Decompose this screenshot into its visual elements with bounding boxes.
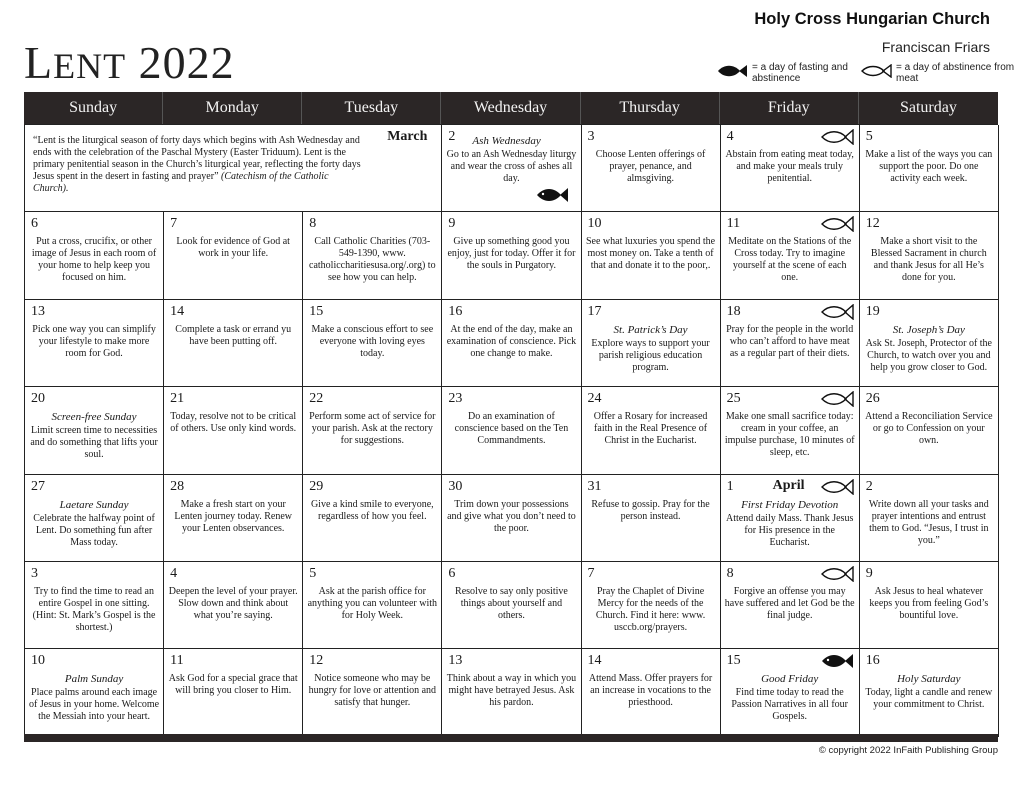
feast-title: Palm Sunday [64, 673, 124, 686]
day-cell [860, 562, 999, 649]
weekday-sunday: Sunday [24, 92, 163, 124]
intro-quote-cell [25, 125, 442, 212]
abstinence-fish-icon [820, 129, 854, 149]
day-number: 12 [309, 653, 324, 669]
day-number: 10 [587, 216, 602, 232]
day-suggestion: Make a short visit to the Blessed Sacrament in church and thank Jesus for all He’s done for you. [870, 236, 987, 284]
day-number: 4 [726, 129, 734, 144]
day-suggestion: Today, resolve not to be critical of others. Use only kind words. [170, 411, 297, 435]
day-number: 21 [170, 391, 185, 407]
fasting-fish-icon [820, 653, 854, 673]
day-cell [164, 212, 303, 299]
day-number: 26 [865, 391, 880, 407]
abstinence-fish-icon [820, 479, 854, 499]
day-cell [442, 562, 581, 649]
day-cell [860, 649, 999, 736]
day-suggestion: See what luxuries you spend the most money on. Take a tenth of that and donate it to the poor,. [585, 236, 716, 272]
church-name: Holy Cross Hungarian Church [754, 10, 990, 28]
page-title: LENT 2022 [24, 37, 235, 88]
day-number: 6 [448, 565, 456, 581]
day-cell [582, 125, 721, 212]
day-cell [442, 649, 581, 736]
day-suggestion: Attend daily Mass. Thank Jesus for His presence in the Eucharist. [726, 512, 854, 548]
day-number: 19 [865, 303, 880, 319]
day-suggestion: Offer a Rosary for increased faith in the Real Presence of Christ in the Eucharist. [593, 411, 708, 447]
day-suggestion: Make a conscious effort to see everyone with loving eyes today. [311, 323, 434, 359]
day-suggestion: Go to an Ash Wednesday liturgy and wear the cross of ashes all day. [446, 149, 577, 184]
day-cell [721, 300, 860, 387]
day-suggestion: Try to find the time to read an entire Gospel in one sitting. (Hint: St. Mark’s Gospel is the shortest.) [32, 585, 156, 633]
day-number: 15 [726, 653, 741, 669]
day-cell [582, 562, 721, 649]
day-suggestion: Notice someone who may be hungry for love or attention and satisfy that hunger. [308, 673, 437, 709]
day-suggestion: Ask St. Joseph, Protector of the Church, to watch over you and help you grow closer to God. [865, 337, 992, 373]
day-suggestion: Resolve to say only positive things about yourself and others. [455, 585, 568, 621]
outline-fish-icon [860, 64, 892, 78]
day-number: 3 [31, 565, 38, 581]
day-cell [25, 387, 164, 474]
day-cell [721, 387, 860, 474]
day-number: 25 [726, 391, 741, 407]
day-cell [25, 562, 164, 649]
day-cell [164, 300, 303, 387]
day-suggestion: Pick one way you can simplify your lifestyle to make more room for God. [32, 323, 156, 359]
day-cell [303, 300, 442, 387]
day-suggestion: Complete a task or errand yu have been putting off. [175, 323, 292, 347]
weekday-thursday: Thursday [581, 92, 720, 124]
day-cell [582, 475, 721, 562]
day-cell [442, 475, 581, 562]
day-suggestion: Refuse to gossip. Pray for the person instead. [591, 498, 710, 522]
day-suggestion: Ask God for a special grace that will bring you closer to Him. [168, 673, 298, 697]
day-cell [721, 649, 860, 736]
abstinence-fish-icon [820, 304, 854, 324]
day-cell [442, 125, 581, 212]
day-suggestion: Abstain from eating meat today, and make your meals truly penitential. [725, 149, 854, 184]
day-cell [721, 212, 860, 299]
day-number: 27 [31, 478, 45, 494]
copyright: © copyright 2022 InFaith Publishing Group [818, 745, 998, 756]
day-number: 8 [309, 216, 317, 232]
day-number: 2 [865, 478, 873, 494]
day-suggestion: Write down all your tasks and prayer intentions and entrust them to God. “Jesus, I trust in you.” [868, 498, 989, 546]
day-suggestion: Explore ways to support your parish religious education program. [591, 337, 710, 373]
day-cell [164, 387, 303, 474]
day-suggestion: Make one small sacrifice today: cream in your coffee, an impulse purchase, 10 minutes of sleep, etc. [724, 411, 855, 459]
day-cell [442, 300, 581, 387]
day-suggestion: At the end of the day, make an examination of conscience. Pick one change to make. [446, 323, 577, 359]
friars-label: Franciscan Friars [881, 39, 990, 55]
day-number: 13 [448, 653, 463, 669]
day-cell [442, 387, 581, 474]
day-cell [721, 125, 860, 212]
feast-title: St. Joseph’s Day [892, 323, 965, 336]
day-number: 7 [170, 216, 178, 232]
day-cell [164, 562, 303, 649]
day-suggestion: Pray for the people in the world who can’t afford to have meat as a regular part of their diets. [726, 323, 854, 359]
day-suggestion: Attend Mass. Offer prayers for an increase in vocations to the priesthood. [588, 673, 713, 709]
day-suggestion: Choose Lenten offerings of prayer, penance, and almsgiving. [595, 149, 706, 184]
day-suggestion: Think about a way in which you might have betrayed Jesus. Ask his pardon. [446, 673, 577, 709]
legend-fasting: = a day of fasting and abstinence [716, 62, 856, 88]
abstinence-fish-icon [820, 566, 854, 586]
weekday-wednesday: Wednesday [441, 92, 580, 124]
day-cell [25, 212, 164, 299]
day-number: 8 [726, 565, 734, 581]
day-number: 5 [309, 565, 317, 581]
lent-calendar [24, 92, 998, 737]
day-suggestion: Put a cross, crucifix, or other image of Jesus in each room of your home to help keep you focused on him. [31, 236, 157, 284]
day-suggestion: Deepen the level of your prayer. Slow down and think about what you’re saying. [168, 585, 298, 621]
day-cell [25, 300, 164, 387]
day-number: 4 [170, 565, 178, 581]
day-cell [303, 475, 442, 562]
day-suggestion: Meditate on the Stations of the Cross today. Try to imagine yourself at the scene of each one. [728, 236, 852, 284]
day-cell [860, 475, 999, 562]
intro-quote: “Lent is the liturgical season of forty days which begins with Ash Wednesday and ends with the celebration of the Paschal Mystery (Easter Triduum). Lent is the primary penitential season in the Church’s liturgical year, reflecting the forty days Jesus spent in the desert in fasting and prayer” [33, 135, 361, 182]
day-number: 28 [170, 478, 185, 494]
day-number: 9 [448, 216, 456, 232]
day-number: 10 [31, 653, 45, 669]
day-suggestion: Find time today to read the Passion Narratives in all four Gospels. [731, 687, 848, 723]
day-suggestion: Make a list of the ways you can support the poor. Do one activity each week. [865, 149, 993, 184]
day-cell [25, 475, 164, 562]
day-suggestion: Pray the Chaplet of Divine Mercy for the needs of the Church. Find it here: www. usccb.org/prayers. [595, 585, 706, 633]
day-cell [164, 475, 303, 562]
weekday-friday: Friday [720, 92, 859, 124]
day-number: 16 [448, 303, 463, 319]
weekday-monday: Monday [163, 92, 302, 124]
day-number: 11 [726, 216, 741, 232]
day-number: 7 [587, 565, 595, 581]
day-number: 29 [309, 478, 324, 494]
day-suggestion: Forgive an offense you may have suffered and let God be the final judge. [724, 585, 855, 621]
feast-title: Laetare Sunday [59, 498, 129, 511]
day-number: 20 [31, 391, 45, 407]
day-number: 17 [587, 303, 602, 319]
day-suggestion: Trim down your possessions and give what you don’t need to the poor. [447, 498, 576, 534]
fasting-fish-icon [535, 187, 569, 207]
day-number: 2 [448, 129, 456, 144]
day-cell [442, 212, 581, 299]
day-suggestion: Celebrate the halfway point of Lent. Do something fun after Mass today. [33, 512, 155, 548]
day-number: 5 [865, 129, 873, 144]
day-suggestion: Ask Jesus to heal whatever keeps you from feeling God’s bountiful love. [869, 585, 989, 621]
feast-title: Screen-free Sunday [51, 411, 137, 424]
day-suggestion: Today, light a candle and renew your commitment to Christ. [865, 687, 993, 711]
day-number: 13 [31, 303, 45, 319]
day-suggestion: Do an examination of conscience based on the Ten Commandments. [454, 411, 569, 447]
day-cell [303, 212, 442, 299]
day-number: 9 [865, 565, 873, 581]
day-number: 14 [587, 653, 602, 669]
month-label: March [387, 129, 428, 144]
day-cell [303, 649, 442, 736]
day-number: 3 [587, 129, 595, 144]
calendar-grid [24, 124, 998, 737]
day-number: 24 [587, 391, 602, 407]
day-cell [860, 212, 999, 299]
day-number: 14 [170, 303, 185, 319]
day-number: 6 [31, 216, 38, 232]
day-suggestion: Look for evidence of God at work in your life. [176, 236, 290, 260]
day-cell [721, 562, 860, 649]
day-cell [582, 387, 721, 474]
day-number: 30 [448, 478, 463, 494]
day-number: 18 [726, 303, 741, 319]
day-cell [860, 125, 999, 212]
abstinence-fish-icon [820, 216, 854, 236]
day-number: 22 [309, 391, 324, 407]
day-suggestion: Attend a Reconciliation Service or go to Confession on your own. [865, 411, 993, 447]
day-suggestion: Perform some act of service for your parish. Ask at the rectory for suggestions. [309, 411, 436, 447]
filled-fish-icon [716, 64, 748, 78]
day-cell [25, 649, 164, 736]
intro-source: (Catechism of the Catholic Church). [33, 171, 329, 194]
feast-title: Good Friday [761, 673, 819, 686]
day-cell [303, 562, 442, 649]
day-number: 31 [587, 478, 602, 494]
weekday-header [24, 92, 998, 124]
day-cell [164, 649, 303, 736]
feast-title: Ash Wednesday [472, 135, 541, 147]
day-suggestion: Give up something good you enjoy, just for today. Offer it for the souls in Purgatory. [447, 236, 576, 272]
day-cell [582, 212, 721, 299]
day-suggestion: Make a fresh start on your Lenten journey today. Renew your Lenten observances. [174, 498, 293, 534]
day-number: 16 [865, 653, 880, 669]
day-cell [860, 300, 999, 387]
legend-abstinence: = a day of abstinence from meat [860, 62, 1000, 88]
day-cell [582, 649, 721, 736]
day-number: 12 [865, 216, 880, 232]
day-suggestion: Give a kind smile to everyone, regardless of how you feel. [310, 498, 434, 522]
day-suggestion: Call Catholic Charities (703-549-1390, www. catholiccharitiesusa.org/.org) to see how you can help. [309, 236, 436, 284]
feast-title: St. Patrick’s Day [613, 323, 688, 336]
day-cell [582, 300, 721, 387]
day-suggestion: Place palms around each image of Jesus in your home. Welcome the Messiah into your heart. [29, 687, 160, 723]
feast-title: First Friday Devotion [741, 498, 839, 511]
day-number: 1 [726, 478, 734, 494]
day-cell [721, 475, 860, 562]
feast-title: Holy Saturday [897, 673, 961, 686]
day-suggestion: Limit screen time to necessities and do something that lifts your soul. [30, 425, 158, 461]
day-cell [303, 387, 442, 474]
weekday-saturday: Saturday [899, 99, 957, 116]
day-cell [860, 387, 999, 474]
day-number: 11 [170, 653, 184, 669]
weekday-tuesday: Tuesday [302, 92, 441, 124]
abstinence-fish-icon [820, 391, 854, 411]
day-suggestion: Ask at the parish office for anything you can volunteer with for Holy Week. [307, 585, 438, 621]
day-number: 23 [448, 391, 463, 407]
footer-bar [24, 734, 998, 742]
month-label: April [772, 477, 805, 493]
day-number: 15 [309, 303, 324, 319]
